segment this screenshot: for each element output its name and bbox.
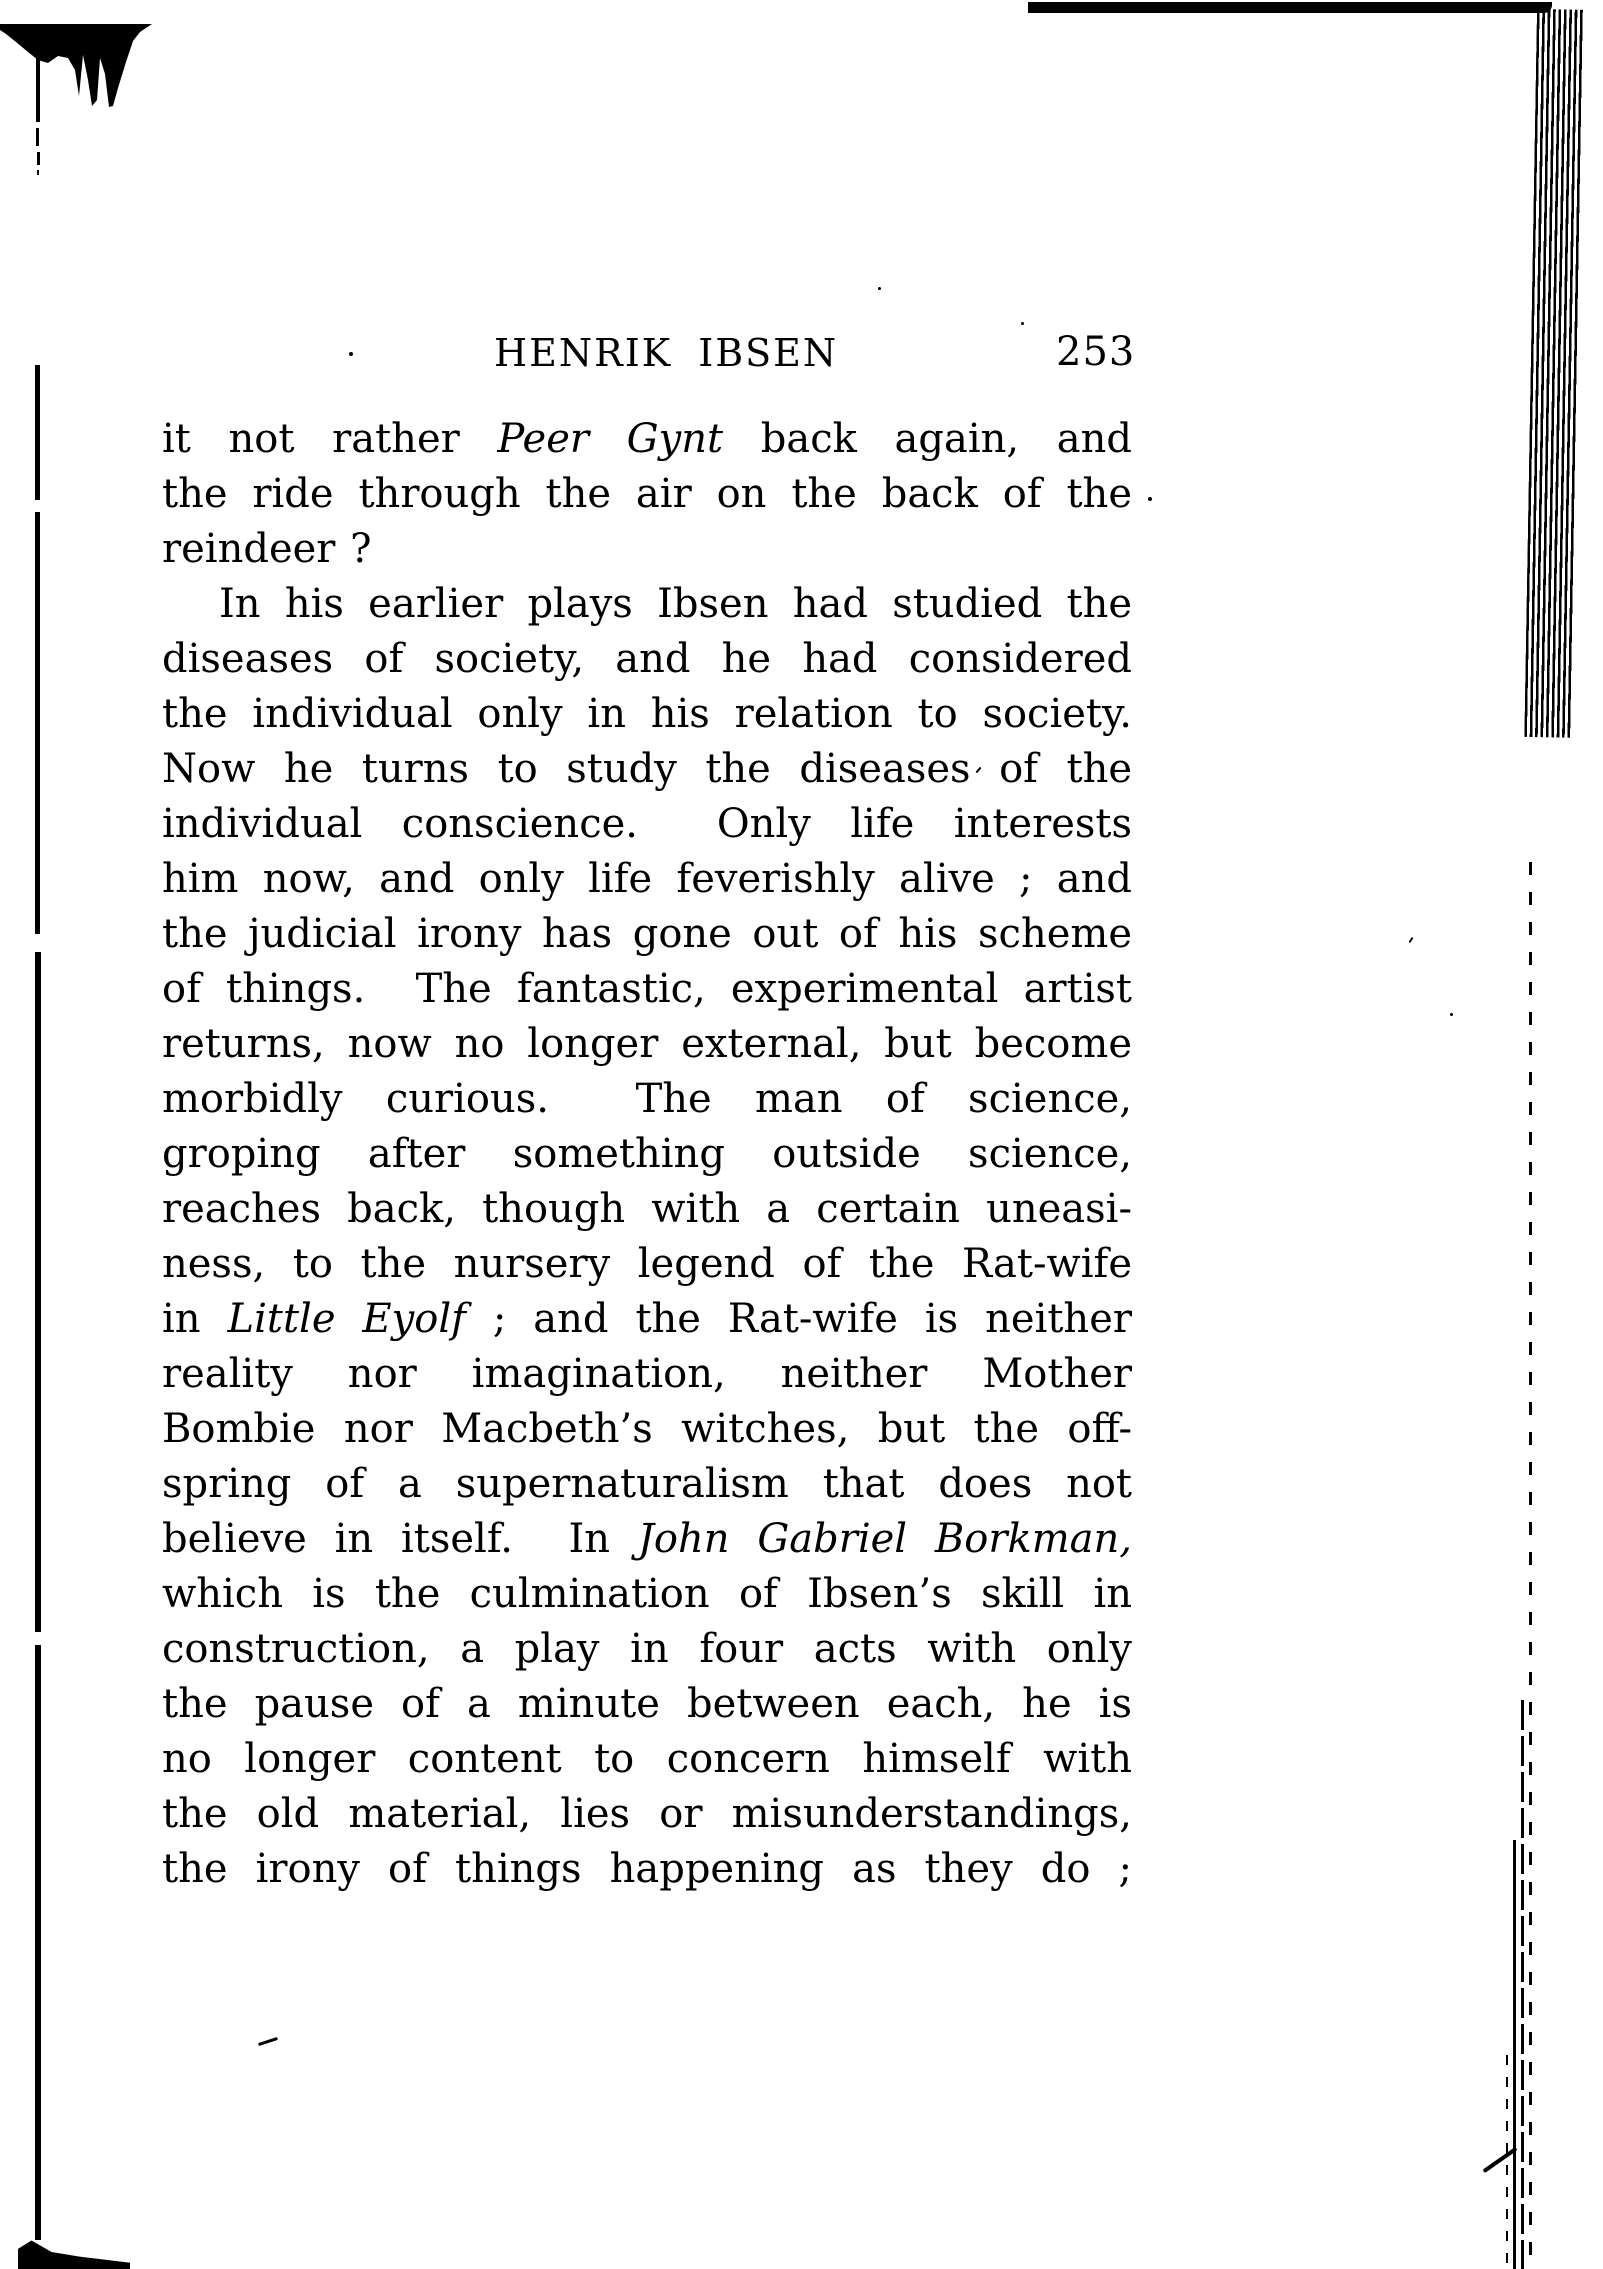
bottom-left-ink-smudge-artifact xyxy=(18,2238,130,2269)
ink-speck xyxy=(1450,1013,1453,1016)
left-edge-line-artifact xyxy=(35,952,41,1632)
text-segment: Bombie nor Macbeth’s witches, but the off- xyxy=(162,1406,1132,1452)
text-line xyxy=(162,1017,1132,1072)
text-segment: believe in itself. In xyxy=(162,1516,638,1562)
italic-book-title: John Gabriel Borkman, xyxy=(637,1516,1132,1562)
text-line xyxy=(162,1677,1132,1732)
italic-book-title: Peer Gynt xyxy=(497,416,724,462)
text-line xyxy=(162,1787,1132,1842)
italic-book-title: Little Eyolf xyxy=(227,1296,466,1342)
text-line xyxy=(162,962,1132,1017)
text-segment: returns, now no longer external, but become xyxy=(162,1021,1132,1067)
text-segment: Now he turns to study the diseases of the xyxy=(162,746,1132,792)
ink-speck xyxy=(1148,497,1152,501)
ink-speck xyxy=(1021,322,1024,325)
text-segment: it not rather xyxy=(162,416,498,462)
text-line xyxy=(162,522,1132,577)
text-line xyxy=(162,742,1132,797)
text-segment: groping after something outside science, xyxy=(162,1131,1132,1177)
text-segment: of things. The fantastic, experimental artist xyxy=(162,966,1132,1012)
right-page-edges-stripes-artifact xyxy=(1524,9,1585,738)
body-text-block xyxy=(162,412,1132,1897)
top-left-ink-blob-artifact xyxy=(0,10,162,180)
text-segment: the irony of things happening as they do ; xyxy=(162,1846,1132,1892)
text-segment: the individual only in his relation to society. xyxy=(162,691,1132,737)
text-segment: reindeer ? xyxy=(162,526,372,572)
text-segment: In his earlier plays Ibsen had studied the xyxy=(219,581,1132,627)
ink-speck xyxy=(878,287,881,290)
text-line xyxy=(162,1347,1132,1402)
text-line xyxy=(162,1127,1132,1182)
page-number: 253 xyxy=(1056,329,1136,375)
text-line xyxy=(162,412,1132,467)
text-line xyxy=(162,467,1132,522)
text-line xyxy=(162,632,1132,687)
text-segment: reaches back, though with a certain uneasi- xyxy=(162,1186,1132,1232)
right-edge-line-artifact xyxy=(1513,1840,1516,2269)
text-segment: the judicial irony has gone out of his scheme xyxy=(162,911,1132,957)
text-segment: which is the culmination of Ibsen’s skill in xyxy=(162,1571,1132,1617)
right-edge-dashed-line-artifact xyxy=(1529,862,1532,2269)
text-line xyxy=(162,1237,1132,1292)
text-segment: in xyxy=(162,1296,228,1342)
text-line xyxy=(162,577,1132,632)
text-segment: back again, and xyxy=(723,416,1132,462)
top-edge-bar-artifact xyxy=(1028,2,1552,13)
text-segment: ; and the Rat-wife is neither xyxy=(465,1296,1132,1342)
text-segment: diseases of society, and he had considered xyxy=(162,636,1132,682)
text-line xyxy=(162,1402,1132,1457)
text-segment: the ride through the air on the back of the xyxy=(162,471,1132,517)
text-line xyxy=(162,1072,1132,1127)
running-header-title: HENRIK IBSEN xyxy=(494,331,839,375)
ink-speck xyxy=(1408,937,1413,943)
text-segment: morbidly curious. The man of science, xyxy=(162,1076,1132,1122)
text-line xyxy=(162,907,1132,962)
text-line xyxy=(162,852,1132,907)
text-line xyxy=(162,1182,1132,1237)
text-segment: the pause of a minute between each, he is xyxy=(162,1681,1132,1727)
left-edge-line-artifact xyxy=(35,512,40,934)
text-line xyxy=(162,1842,1132,1897)
text-segment: reality nor imagination, neither Mother xyxy=(162,1351,1132,1397)
text-segment: the old material, lies or misunderstandings, xyxy=(162,1791,1132,1837)
text-segment: individual conscience. Only life interests xyxy=(162,801,1132,847)
text-line xyxy=(162,687,1132,742)
right-edge-broken-line-artifact xyxy=(1521,1700,1524,2269)
text-line xyxy=(162,1292,1132,1347)
text-segment: ness, to the nursery legend of the Rat-wife xyxy=(162,1241,1132,1287)
left-edge-line-artifact xyxy=(35,365,40,500)
text-line xyxy=(162,1622,1132,1677)
text-segment: construction, a play in four acts with only xyxy=(162,1626,1132,1672)
text-line xyxy=(162,1567,1132,1622)
text-segment: him now, and only life feverishly alive ; and xyxy=(162,856,1132,902)
ink-speck xyxy=(349,352,353,356)
text-line xyxy=(162,1457,1132,1512)
text-line xyxy=(162,797,1132,852)
text-line xyxy=(162,1732,1132,1787)
text-line xyxy=(162,1512,1132,1567)
text-segment: no longer content to concern himself with xyxy=(162,1736,1132,1782)
text-segment: spring of a supernaturalism that does not xyxy=(162,1461,1132,1507)
ink-speck xyxy=(258,2037,278,2046)
right-edge-faint-line-artifact xyxy=(1506,2055,1508,2269)
left-edge-line-artifact xyxy=(35,1645,41,2240)
